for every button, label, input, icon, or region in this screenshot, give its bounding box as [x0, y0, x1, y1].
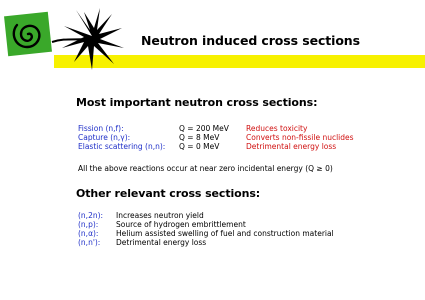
- q-value: Q = 8 MeV: [179, 133, 220, 142]
- reaction-label: (n,α):: [78, 229, 99, 238]
- spiral-logo-icon: [4, 12, 52, 56]
- reaction-label: Fission (n,f):: [78, 124, 124, 133]
- effect-text: Reduces toxicity: [246, 124, 308, 133]
- starburst-logo-icon: [52, 8, 124, 70]
- reactions-note: All the above reactions occur at near zero incidental energy (Q ≥ 0): [78, 164, 333, 173]
- q-value: Q = 0 MeV: [179, 142, 220, 151]
- reaction-label: (n,n'):: [78, 238, 101, 247]
- reaction-description: Source of hydrogen embrittlement: [116, 220, 246, 229]
- reaction-label: (n,2n):: [78, 211, 104, 220]
- reaction-label: Capture (n,γ):: [78, 133, 131, 142]
- q-value: Q = 200 MeV: [179, 124, 229, 133]
- effect-text: Detrimental energy loss: [246, 142, 337, 151]
- reaction-label: Elastic scattering (n,n):: [78, 142, 166, 151]
- page-title: Neutron induced cross sections: [141, 33, 360, 48]
- effect-text: Converts non-fissile nuclides: [246, 133, 354, 142]
- reaction-description: Increases neutron yield: [116, 211, 204, 220]
- reaction-description: Detrimental energy loss: [116, 238, 207, 247]
- section-heading-important: Most important neutron cross sections:: [76, 96, 318, 109]
- reaction-label: (n,p):: [78, 220, 99, 229]
- reaction-description: Helium assisted swelling of fuel and construction material: [116, 229, 334, 238]
- spiral-starburst-logo-icon: [4, 8, 128, 78]
- section-heading-other: Other relevant cross sections:: [76, 187, 261, 200]
